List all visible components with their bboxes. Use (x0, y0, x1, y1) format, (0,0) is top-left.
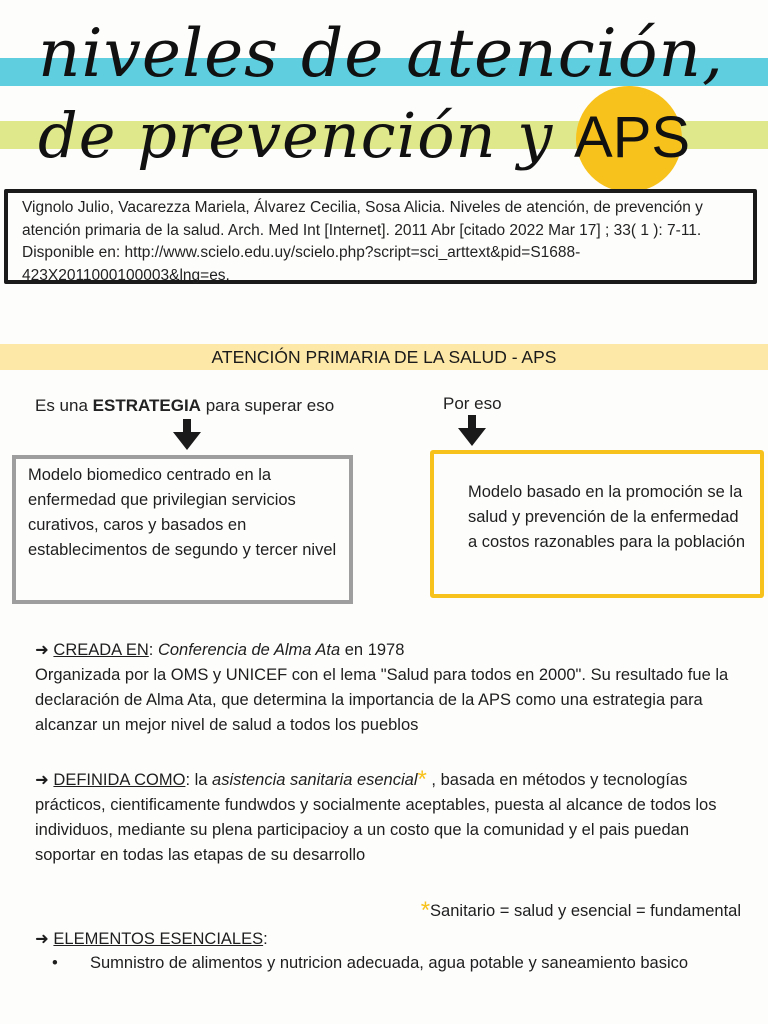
definida-italic: asistencia sanitaria esencial (212, 771, 418, 789)
left-lead (35, 396, 334, 416)
creada-section (35, 638, 745, 738)
bullet-icon: • (52, 954, 58, 972)
footnote-text: Sanitario = salud y esencial = fundamental (430, 902, 741, 920)
promotion-model-box: Modelo basado en la promoción se la salud y prevención de la enfermedad a costos razonables para la población (430, 450, 764, 598)
right-lead: Por eso (443, 394, 502, 413)
star-icon: * (417, 766, 427, 793)
left-lead-after: para superar eso (200, 396, 335, 415)
footnote (35, 899, 741, 924)
star-icon: * (420, 897, 431, 924)
page-title-line-2-text: de prevención y (38, 99, 554, 172)
left-lead-bold: ESTRATEGIA (92, 396, 201, 415)
creada-conference: Conferencia de Alma Ata (157, 641, 341, 659)
definida-body: , basada en métodos y tecnologías prácticos, cientificamente fundwdos y socialmente aceptables, puesta al alcance de todos los individuos, mediante su plena participacioy a un costo que la comunidad y el pais puedan soportar en todas las etapas de su desarrollo (35, 771, 717, 864)
definida-label: DEFINIDA COMO (53, 771, 186, 789)
page-title-line-1: niveles de atención, (38, 15, 724, 92)
arrow-down-icon (457, 414, 487, 448)
list-item-text: Sumnistro de alimentos y nutricion adecuada, agua potable y saneamiento basico (90, 954, 689, 972)
elementos-colon: : (263, 930, 268, 948)
definida-colon: : la (185, 771, 213, 789)
definida-section (35, 768, 745, 868)
arrow-right-icon: ➜ (35, 771, 54, 789)
creada-heading (35, 638, 745, 663)
biomedical-model-box: Modelo biomedico centrado en la enfermedad que privilegian servicios curativos, caros y basados en establecimentos de segundo y tercer nivel (12, 455, 353, 604)
creada-colon: : (148, 641, 158, 659)
arrow-right-icon: ➜ (35, 930, 54, 948)
elementos-label: ELEMENTOS ESENCIALES (53, 930, 264, 948)
creada-label: CREADA EN (53, 641, 149, 659)
left-lead-before: Es una (35, 396, 93, 415)
elementos-heading (35, 927, 745, 952)
arrow-right-icon: ➜ (35, 641, 54, 659)
creada-year: en 1978 (340, 641, 405, 659)
citation-box: Vignolo Julio, Vacarezza Mariela, Álvarez Cecilia, Sosa Alicia. Niveles de atención, de prevención y atención primaria de la salud. Arch. Med Int [Internet]. 2011 Abr [citado 2022 Mar 17] ; 33( 1 ): 7-11. Disponible en: http://www.scielo.edu.uy/scielo.php?script=sci_arttext&pid=S1688-423X2011000100003&lng=es. (4, 189, 757, 284)
arrow-down-icon (172, 418, 202, 452)
creada-body: Organizada por la OMS y UNICEF con el lema "Salud para todos en 2000". Su resultado fue la declaración de Alma Ata, que determina la importancia de la APS como una estrategia para alcanzar un mejor nivel de salud a todos los pueblos (35, 666, 729, 734)
page-title-aps: APS (574, 105, 691, 170)
section-banner: ATENCIÓN PRIMARIA DE LA SALUD - APS (0, 344, 768, 370)
page-title-line-2 (38, 98, 690, 176)
